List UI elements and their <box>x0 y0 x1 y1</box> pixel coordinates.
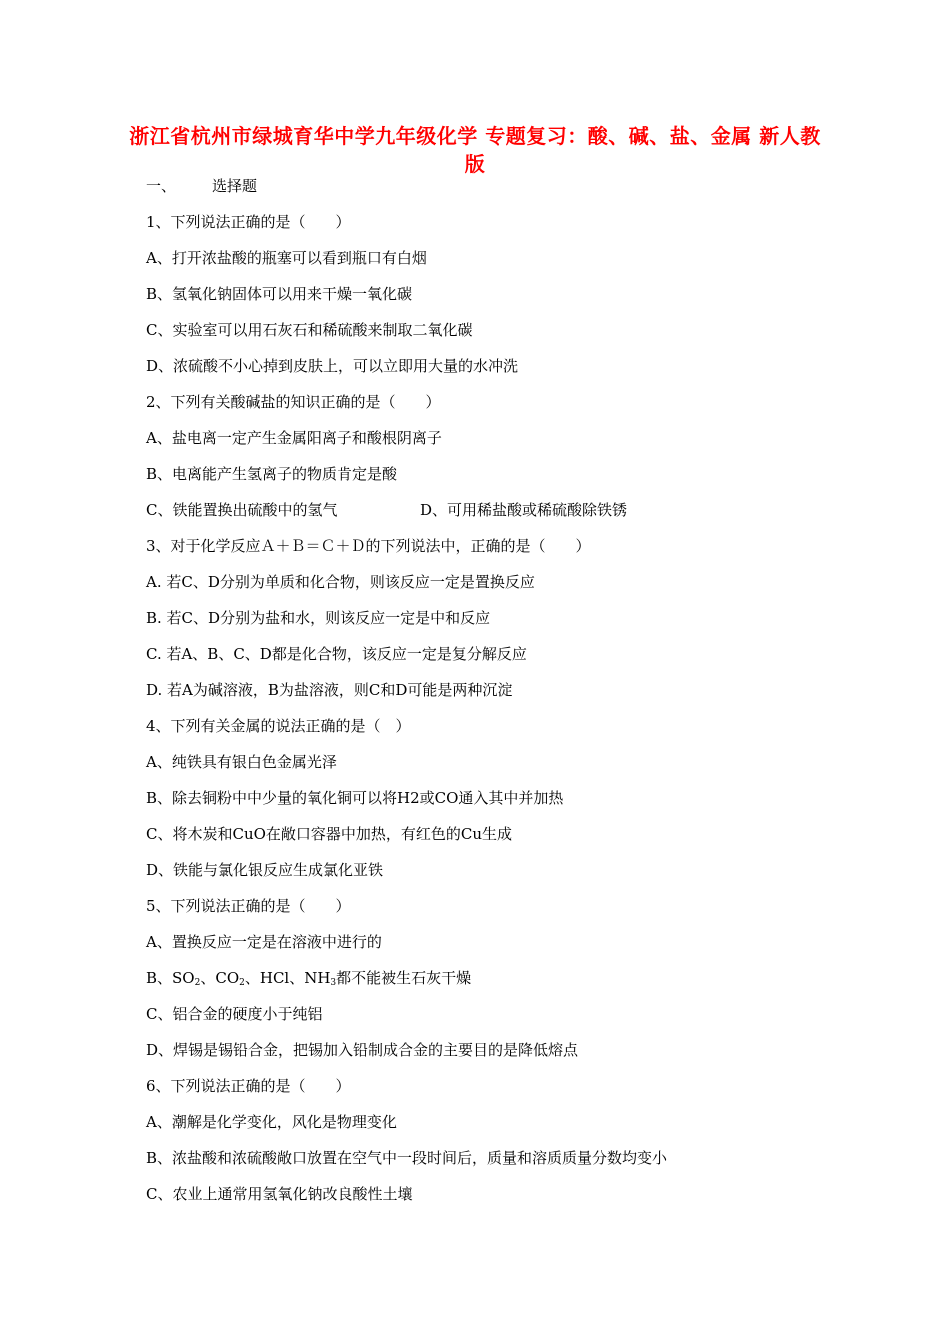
answer-option: B. 若C、D分别为盐和水，则该反应一定是中和反应 <box>146 609 491 627</box>
answer-option: D、焊锡是锡铅合金，把锡加入铅制成合金的主要目的是降低熔点 <box>146 1041 579 1059</box>
answer-option: C、将木炭和CuO在敞口容器中加热，有红色的Cu生成 <box>146 825 513 843</box>
section-heading <box>146 176 257 196</box>
question-stem: 4、下列有关金属的说法正确的是（ ） <box>146 717 411 735</box>
section-label: 选择题 <box>212 177 258 195</box>
question-stem: 2、下列有关酸碱盐的知识正确的是（ ） <box>146 393 441 411</box>
option-text: B、SO <box>146 969 195 987</box>
answer-option: A、盐电离一定产生金属阳离子和酸根阴离子 <box>146 429 442 447</box>
answer-option: B、电离能产生氢离子的物质肯定是酸 <box>146 465 398 483</box>
subscript: 2 <box>194 978 201 988</box>
answer-option: A、打开浓盐酸的瓶塞可以看到瓶口有白烟 <box>146 249 427 267</box>
question-stem: 3、对于化学反应Ａ＋Ｂ＝Ｃ＋Ｄ的下列说法中，正确的是（ ） <box>146 537 591 555</box>
question-stem: 5、下列说法正确的是（ ） <box>146 897 351 915</box>
document-title: 浙江省杭州市绿城育华中学九年级化学 专题复习：酸、碱、盐、金属 新人教版 <box>129 124 821 176</box>
answer-option: B、除去铜粉中中少量的氧化铜可以将H2或CO通入其中并加热 <box>146 789 564 807</box>
subscript: 3 <box>330 978 337 988</box>
answer-option: D. 若A为碱溶液，B为盐溶液，则C和D可能是两种沉淀 <box>146 681 513 699</box>
answer-option: D、铁能与氯化银反应生成氯化亚铁 <box>146 861 384 879</box>
answer-option: C、铁能置换出硫酸中的氢气 <box>146 501 338 519</box>
answer-option: B、氢氧化钠固体可以用来干燥一氧化碳 <box>146 285 413 303</box>
question-stem: 1、下列说法正确的是（ ） <box>146 213 351 231</box>
subscript: 2 <box>239 978 245 988</box>
option-text: 、HCl、NH <box>244 969 331 987</box>
answer-option: C、实验室可以用石灰石和稀硫酸来制取二氧化碳 <box>146 321 473 339</box>
option-text: 、CO <box>200 969 240 987</box>
option-text: 都不能被生石灰干燥 <box>336 969 472 987</box>
answer-option: A、潮解是化学变化，风化是物理变化 <box>146 1113 397 1131</box>
question-stem: 6、下列说法正确的是（ ） <box>146 1077 351 1095</box>
answer-option-pair <box>146 500 846 536</box>
answer-option: D、浓硫酸不小心掉到皮肤上，可以立即用大量的水冲洗 <box>146 357 519 375</box>
answer-option: C、铝合金的硬度小于纯铝 <box>146 1005 323 1023</box>
answer-option: D、可用稀盐酸或稀硫酸除铁锈 <box>420 501 628 519</box>
answer-option: A. 若C、D分别为单质和化合物，则该反应一定是置换反应 <box>146 573 535 591</box>
answer-option: A、纯铁具有银白色金属光泽 <box>146 753 337 771</box>
answer-option: C、农业上通常用氢氧化钠改良酸性土壤 <box>146 1185 413 1203</box>
question-list <box>146 212 846 1220</box>
answer-option: B、浓盐酸和浓硫酸敞口放置在空气中一段时间后，质量和溶质质量分数均变小 <box>146 1149 668 1167</box>
answer-option: C. 若A、B、C、D都是化合物，该反应一定是复分解反应 <box>146 645 527 663</box>
answer-option: A、置换反应一定是在溶液中进行的 <box>146 933 382 951</box>
section-number: 一、 <box>146 177 177 195</box>
answer-option <box>146 968 846 1004</box>
